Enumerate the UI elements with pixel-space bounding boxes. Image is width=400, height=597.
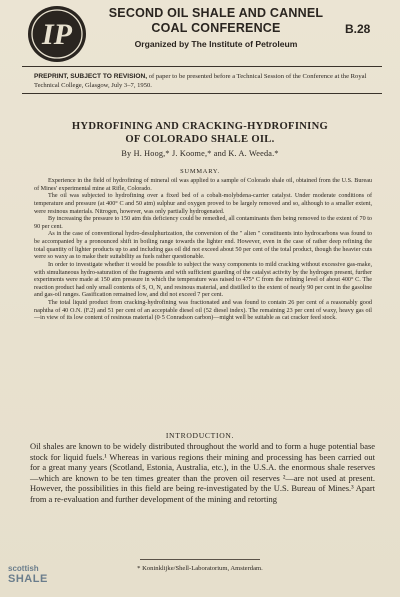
summary-paragraph: As in the case of conventional hydro-desulphurization, the conversion of the " alien " constituents into hydrocarbons was found to be accompanied by a pronounced shift in boiling range towards the lighter end. However, even in the case of rather deep refining the total quantity of lighter products up to and including gas oil did not exceed about 50 per cent of the total product, though the heavier cuts were so waxy as to make their suitability as fuels rather questionable. <box>34 231 372 261</box>
summary-paragraph: Experience in the field of hydrofining of mineral oil was applied to a sample of Colorado shale oil, obtained from the U.S. Bureau of Mines' experimental mine at Rifle, Colorado. <box>34 178 372 192</box>
preprint-lead: PREPRINT, SUBJECT TO REVISION, <box>34 73 148 80</box>
header-divider <box>22 66 382 67</box>
introduction-heading: INTRODUCTION. <box>165 431 235 440</box>
conference-title-line2: COAL CONFERENCE <box>151 21 281 35</box>
paper-title-line1: HYDROFINING AND CRACKING-HYDROFINING <box>71 121 329 132</box>
paper-title-line2: OF COLORADO SHALE OIL. <box>125 134 275 145</box>
paper-number: B.28 <box>345 22 371 36</box>
institute-logo-icon <box>26 3 88 65</box>
logo-lettering: IP <box>42 18 72 51</box>
conference-title <box>96 6 336 36</box>
summary-heading: SUMMARY. <box>180 168 220 175</box>
summary-paragraph: In order to investigate whether it would be possible to subject the waxy components to mild cracking without excessive gas-make, with simultaneous hydro-saturation of the fragments and with sufficient guarding of the catalyst activity by the hydrogen present, further experiments were made at 150 atm pressure in which the temperature was raised to 475° C from the refining level of about 400° C. The reaction product had only small contents of S, O, N, and resinous material, and distilled to the extent of nearly 90 per cent in the gasoline and gas-oil ranges. Gasification remained low, and did not exceed 7 per cent. <box>34 261 372 299</box>
summary-paragraph: The oil was subjected to hydrofining over a fixed bed of a cobalt-molybdena-carrier catalyst. Under moderate conditions of temperature and pressure (at 400° C and 50 atm) sulphur and oxygen proved to be largely removed and so, although to a smaller extent, were resinous materials. Nitrogen, however, was only partially hydrogenated. <box>34 193 372 215</box>
authors-line: By H. Hoog,* J. Koome,* and K. A. Weeda.* <box>121 149 279 158</box>
footnote-divider <box>140 559 260 560</box>
scottish-shale-watermark <box>4 551 48 595</box>
watermark-line1: scottish <box>8 564 39 573</box>
summary-paragraph: The total liquid product from cracking-hydrofining was fractionated and was found to contain 26 per cent of a reasonably good naphtha of 40 O.N. (F.2) and 51 per cent of an acceptable diesel oil (52 diesel index). The remaining 23 per cent of waxy, heavy gas oil—in view of its low content of resinous material (0·5 Conradson carbon)—might well be suitable as cat cracker feed stock. <box>34 300 372 322</box>
summary-section <box>34 178 372 323</box>
organizer-line: Organized by The Institute of Petroleum <box>134 39 298 49</box>
summary-paragraph: By increasing the pressure to 150 atm this deficiency could be remedied, all contaminants then being removed to the extent of 70 to 90 per cent. <box>34 216 372 230</box>
introduction-paragraph: Oil shales are known to be widely distributed throughout the world and to form a huge potential base stock for liquid fuels.¹ Whereas in various regions their mining and processing has been carried out for a great many years (Scotland, Estonia, Australia, etc.), in the U.S.A. the enormous shale reserves—which are known to be ten times greater than the proven oil reserves ²—are not used at present. However, the possibilities in this field are being re-investigated by the U.S. Bureau of Mines.³ Apart from a re-evaluation and further development of the mining and retorting <box>30 441 375 504</box>
watermark-line2: SHALE <box>8 573 48 585</box>
conference-title-line1: SECOND OIL SHALE AND CANNEL <box>108 6 324 20</box>
introduction-section <box>30 441 375 505</box>
preprint-divider <box>22 93 382 94</box>
paper-title <box>30 120 370 146</box>
preprint-notice <box>34 73 374 90</box>
preprint-text: of paper to be presented before a Technical Session of the Conference at the Royal Technical College, Glasgow, July 3–7, 1950. <box>34 73 367 89</box>
footnote: * Koninklijke/Shell-Laboratorium, Amsterdam. <box>137 565 263 572</box>
